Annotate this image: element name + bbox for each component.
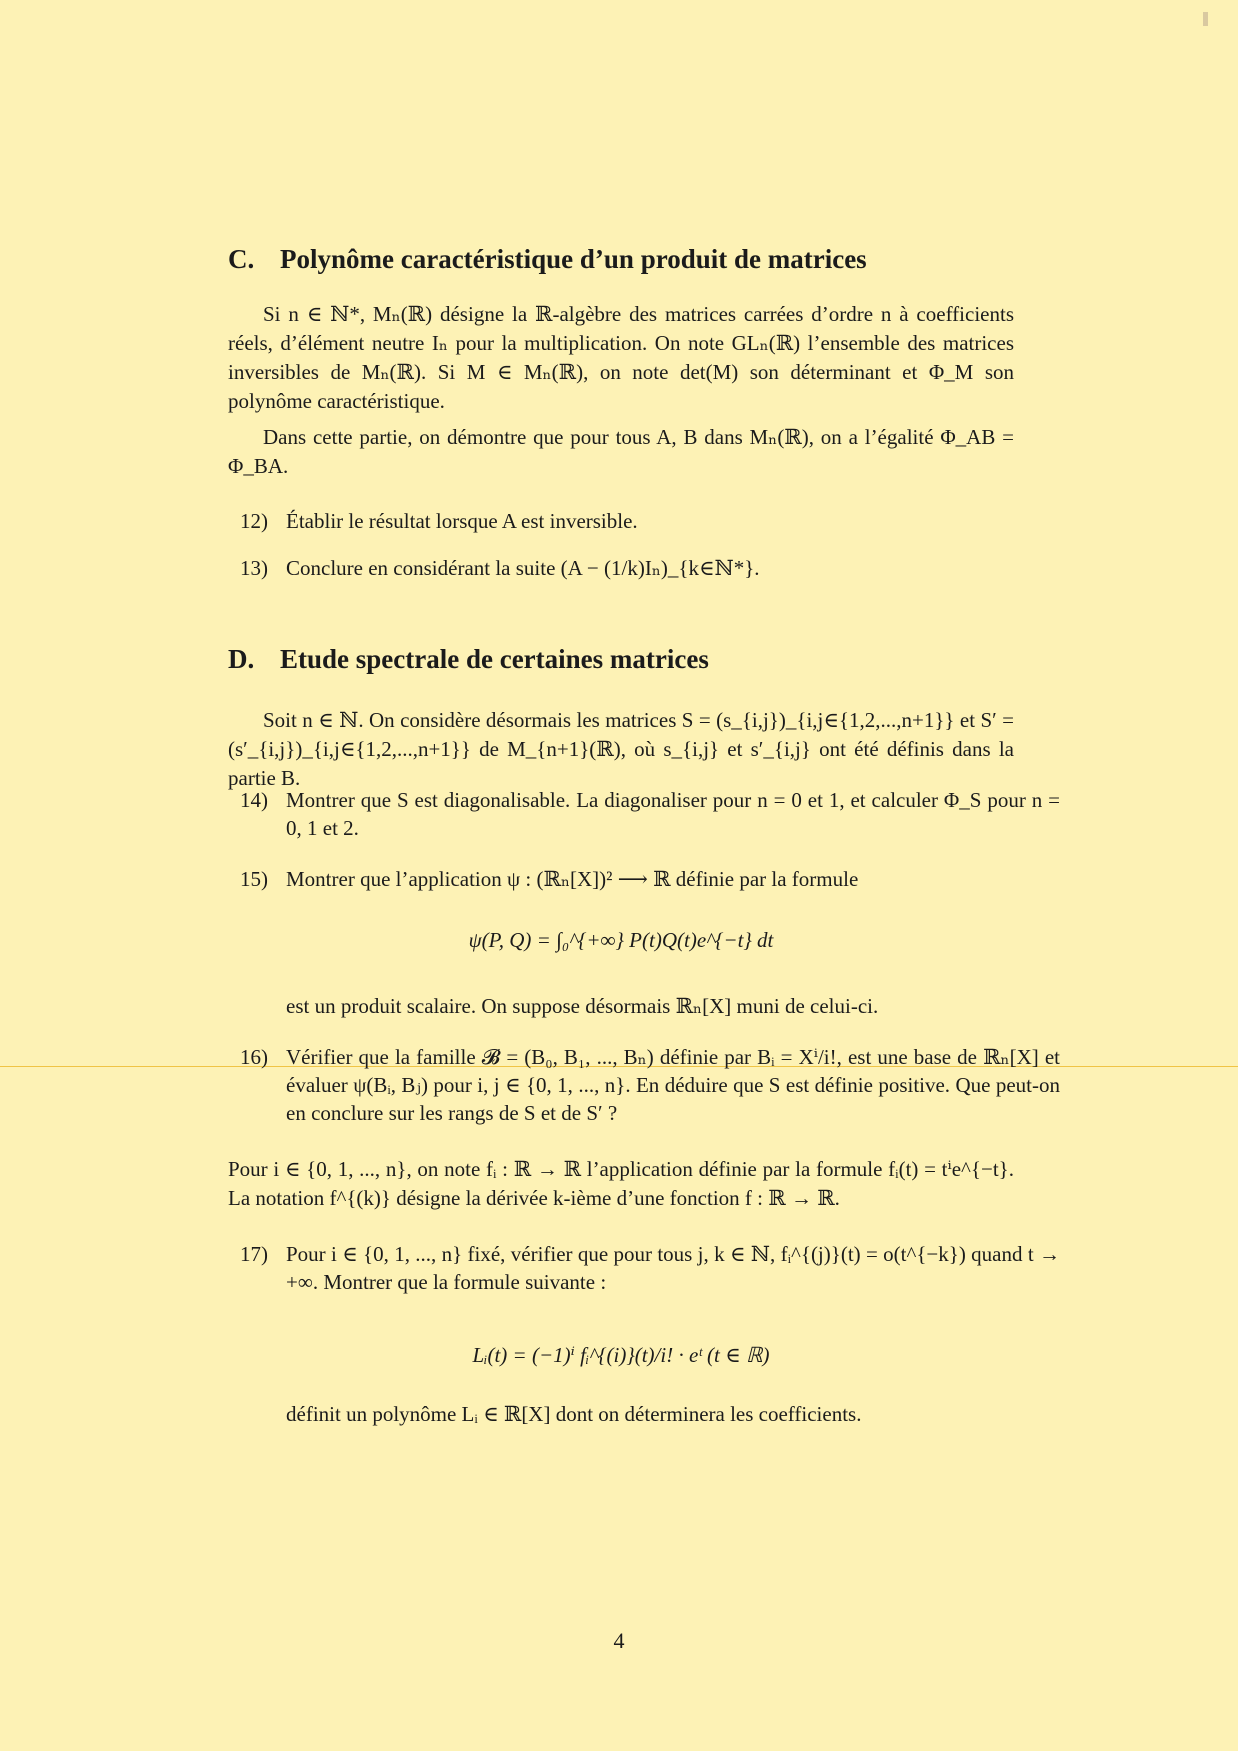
question-12-text: Établir le résultat lorsque A est inversible.: [286, 509, 638, 533]
question-17-number: 17): [240, 1242, 268, 1266]
question-14: [240, 786, 1060, 842]
question-16-text: Vérifier que la famille 𝓑 = (B₀, B₁, ..., Bₙ) définie par Bᵢ = Xⁱ/i!, est une base de ℝₙ[X] et évaluer ψ(Bᵢ, Bⱼ) pour i, j ∈ {0, 1, ..., n}. En déduire que S est définie positive. Que peut-on en conclure sur les rangs de S et de S′ ?: [286, 1045, 1060, 1125]
section-c-intro: Si n ∈ ℕ*, Mₙ(ℝ) désigne la ℝ-algèbre des matrices carrées d’ordre n à coefficients réels, d’élément neutre Iₙ pour la multiplication. On note GLₙ(ℝ) l’ensemble des matrices inversibles de Mₙ(ℝ). Si M ∈ Mₙ(ℝ), on note det(M) son déterminant et Φ_M son polynôme caractéristique.: [228, 302, 1014, 413]
section-d-letter: D.: [228, 644, 255, 674]
question-15-number: 15): [240, 867, 268, 891]
section-c-title: Polynôme caractéristique d’un produit de matrices: [280, 244, 867, 274]
question-12: [240, 507, 1060, 535]
scan-mark: [1203, 12, 1208, 26]
section-c-intro-2: Dans cette partie, on démontre que pour tous A, B dans Mₙ(ℝ), on a l’égalité Φ_AB = Φ_BA.: [228, 425, 1014, 478]
question-16: [240, 1043, 1060, 1127]
question-15: [240, 865, 1060, 893]
question-14-text: Montrer que S est diagonalisable. La diagonaliser pour n = 0 et 1, et calculer Φ_S pour n = 0, 1 et 2.: [286, 788, 1060, 840]
page-number: 4: [613, 1628, 625, 1653]
question-13-text: Conclure en considérant la suite (A − (1/k)Iₙ)_{k∈ℕ*}.: [286, 556, 760, 580]
section-d-intro: Soit n ∈ ℕ. On considère désormais les matrices S = (s_{i,j})_{i,j∈{1,2,...,n+1}} et S′ = (s′_{i,j})_{i,j∈{1,2,...,n+1}} de M_{n+1}(ℝ), où s_{i,j} et s′_{i,j} ont été définis dans la partie B.: [228, 708, 1014, 790]
section-d-heading: [228, 644, 709, 675]
formula-scalar-product: ψ(P, Q) = ∫₀^{+∞} P(t)Q(t)e^{−t} dt: [468, 928, 774, 952]
question-17: [240, 1240, 1060, 1296]
question-17-continuation: définit un polynôme Lᵢ ∈ ℝ[X] dont on déterminera les coefficients.: [286, 1402, 862, 1426]
definition-f-i: Pour i ∈ {0, 1, ..., n}, on note fᵢ : ℝ → ℝ l’application définie par la formule fᵢ(t) = tⁱe^{−t}. La notation f^{(k)} désigne la dérivée k-ième d’une fonction f : ℝ → ℝ.: [228, 1157, 1014, 1210]
section-c-letter: C.: [228, 244, 255, 274]
question-16-number: 16): [240, 1045, 268, 1069]
question-13: [240, 554, 1060, 582]
question-15-text: Montrer que l’application ψ : (ℝₙ[X])² ⟶ ℝ définie par la formule: [286, 867, 859, 891]
question-14-number: 14): [240, 788, 268, 812]
question-17-text: Pour i ∈ {0, 1, ..., n} fixé, vérifier que pour tous j, k ∈ ℕ, fᵢ^{(j)}(t) = o(t^{−k}) quand t → +∞. Montrer que la formule suivante :: [286, 1242, 1060, 1294]
question-15-continuation: est un produit scalaire. On suppose désormais ℝₙ[X] muni de celui-ci.: [286, 994, 879, 1018]
section-d-title: Etude spectrale de certaines matrices: [280, 644, 709, 674]
section-c-heading: [228, 244, 867, 275]
question-13-number: 13): [240, 556, 268, 580]
formula-laguerre: Lᵢ(t) = (−1)ⁱ fᵢ^{(i)}(t)/i! · eᵗ (t ∈ ℝ): [472, 1343, 770, 1367]
question-12-number: 12): [240, 509, 268, 533]
